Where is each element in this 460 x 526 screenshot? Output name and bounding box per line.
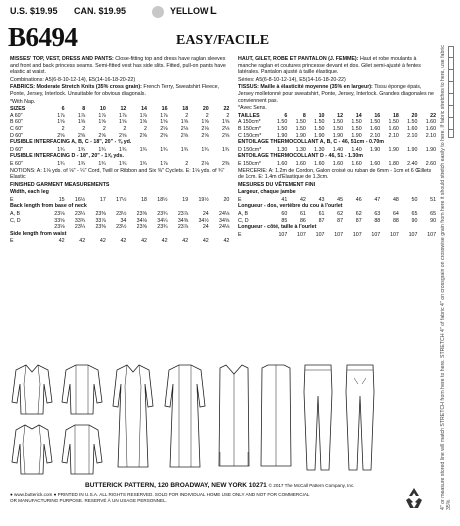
us-price: U.S. $19.95 [10, 6, 58, 16]
yardage-table [10, 113, 230, 139]
series-fr: Séries: A5(6-8-10-12-14), E5(14-16-18-20-22) [238, 76, 346, 83]
finished-title: FINISHED GARMENT MEASUREMENTS [10, 181, 110, 188]
yardage-e-row-fr [238, 161, 436, 168]
measure-row: 23⅛ 23¼ 23⅜ 23½ 23⅝ 23¾ 23⅞ 24 24⅛ [54, 224, 230, 231]
yardage-row: E 60" 1¾ 1¾ 1¾ 1¾ 1¾ 1⅞ 2 2⅛ 2⅜ [10, 160, 230, 167]
measure-row: A, B 23⅛ 23¼ 23⅜ 23½ 23⅝ 23¾ 23⅞ 24 24⅛ [10, 211, 230, 218]
yardage-table-fr [238, 119, 436, 139]
finished-title-fr: MESURES DU VÊTEMENT FINI [238, 181, 316, 188]
color-swatch [152, 6, 164, 18]
combinations: Combinations: A5(6-8-10-12-14), E5(14-16-18-20-22) [10, 76, 136, 83]
yardage-row: A 150cm* 1.50 1.50 1.50 1.50 1.50 1.50 1.50 1.50 1.60 [238, 119, 437, 126]
interfacing-abc: FUSIBLE INTERFACING A, B, C - 18", 20" - ⅜ yd. [10, 139, 132, 146]
size-cell: 22 [223, 106, 230, 113]
side-length-label-fr: Longueur - côté, taille à l'ourlet [238, 224, 317, 231]
dress-front-drawing [110, 362, 156, 472]
yardage-row: D 150cm* 1.30 1.30 1.30 1.40 1.40 1.90 1.90 1.90 1.90 [238, 146, 437, 153]
vest-front-drawing [216, 362, 252, 472]
top-variation-back-drawing [60, 422, 104, 478]
yardage-row: D 60" 2⅝ 2⅝ 2⅝ 2⅝ 2⅝ 2⅝ 2⅝ 2⅝ 2⅝ [10, 132, 230, 139]
size-cell: 20 [202, 106, 209, 113]
legal-text: ● www.butterick.com ● PRINTED IN U.S.A. ALL RIGHTS RESERVED. SOLD FOR INDIVIDUAL HOME USE ONLY AND NOT FOR COMMERCIAL OR MANUFACTURING PURPOSE. RESERVÉ À UN USAGE PERSONNEL. [10, 492, 310, 504]
color-letter: L [210, 5, 217, 17]
french-column [238, 56, 436, 238]
yardage-d-row [10, 147, 230, 154]
width-label: Width, each leg [10, 189, 49, 196]
can-price: CAN. $19.95 [74, 6, 127, 16]
vest-back-drawing [258, 362, 294, 472]
sizes-row-fr: TAILLES 6 8 10 12 14 16 18 20 22 [238, 112, 437, 119]
size-cell: 16 [374, 112, 381, 119]
pants-front-drawing [302, 362, 334, 474]
stretch-gauge [438, 40, 458, 510]
size-cell: 20 [411, 112, 418, 119]
width-row-fr [238, 197, 436, 204]
size-cell: 8 [82, 106, 86, 113]
size-cell: 16 [161, 106, 168, 113]
entoilage-d: ENTOILAGE THERMOCOLLANT D - 46, 51 - 1.30m [238, 153, 363, 160]
nap-note-fr: *Avec Sens. [238, 105, 267, 112]
nap-note: *With Nap. [10, 98, 36, 105]
measure-row: E 107 107 107 107 107 107 107 107 107 [238, 231, 437, 238]
difficulty-label: EASY/FACILE [176, 33, 270, 48]
back-length-label: Back length from base of neck [10, 203, 87, 210]
sizes-row: SIZES 6 8 10 12 14 16 18 20 22 [10, 106, 230, 113]
top-front-drawing [10, 362, 54, 418]
size-cell: 14 [355, 112, 362, 119]
interfacing-d: FUSIBLE INTERFACING D - 18", 20" - 1⅝ yds. [10, 153, 124, 160]
back-length-rows-fr [238, 211, 436, 224]
size-cell: 6 [284, 112, 288, 119]
measure-row: E 15 16½ 17 17½ 18 18½ 19 19½ 20 [10, 196, 230, 203]
yardage-row: A 60" 1⅞ 1⅞ 1⅞ 1⅞ 1⅞ 1⅞ 2 2 2 [10, 112, 230, 119]
recycle-icon [402, 486, 426, 510]
width-row [10, 197, 230, 204]
measure-row: E 41 42 43 45 46 47 48 50 51 [238, 196, 437, 203]
side-length-row [10, 238, 230, 245]
fabrics-fr: TISSUS: Maille à élasticité moyenne (35% en largeur): Tissu éponge épais, Jersey molletonné pour sweatshirt, Ponte, Jersey, Interlock. Grandes diagonales ne conviennent pas. [238, 84, 434, 104]
size-cell: 22 [430, 112, 437, 119]
yardage-e-row [10, 161, 230, 168]
dress-back-drawing [162, 362, 208, 472]
measure-row: A, B 60 61 61 62 62 63 64 65 65 [238, 211, 437, 218]
description: MISSES' TOP, VEST, DRESS AND PANTS: Close-fitting top and dress have raglan sleeves and front and back princess seams. Semi-fitted vest has side slits. Fitted, pull-on pants have elastic at waist. [10, 56, 226, 76]
entoilage-abc: ENTOILAGE THERMOCOLLANT A, B, C - 46, 51cm - 0.70m [238, 139, 384, 146]
yardage-row: D 60" 1¾ 1¾ 1¾ 1¾ 1¾ 1¾ 1¾ 1¾ 1¾ [10, 146, 230, 153]
size-cell: 10 [99, 106, 106, 113]
mercerie: MERCERIE: A: 1.2m de Cordon, Galon croisé ou ruban de 6mm - 1cm et 6 Œillets de 1cm. E: 1.4m d'Élastique de 1.3cm. [238, 167, 432, 181]
width-label-fr: Largeur, chaque jambe [238, 189, 296, 196]
description-fr: HAUT, GILET, ROBE ET PANTALON (J. FEMME): Haut et robe moulants à manche raglan et coutures princesse devant et dos. Gilet semi-ajusté à fentes latérales. Pantalon ajusté à taille élastique. [238, 56, 421, 76]
back-length-label-fr: Longueur - dos, vertèbre du cou à l'ourlet [238, 203, 343, 210]
technical-drawings [10, 362, 435, 480]
yardage-d-row-fr [238, 147, 436, 154]
yardage-row: C 150cm* 1.90 1.90 1.90 1.90 1.90 2.10 2.10 2.10 2.10 [238, 132, 437, 139]
price-bar [10, 6, 310, 20]
size-cell: 12 [337, 112, 344, 119]
pattern-number: B6494 [8, 22, 78, 52]
top-back-drawing [60, 362, 104, 418]
color-name: YELLOW [170, 6, 209, 16]
size-cell: 10 [318, 112, 325, 119]
pants-back-drawing [344, 362, 376, 474]
size-cell: 14 [141, 106, 147, 113]
measure-row: C, D 33⅝ 33¾ 33⅞ 34 34⅛ 34¼ 34⅜ 34½ 34⅝ [10, 217, 230, 224]
size-cell: 8 [302, 112, 306, 119]
english-column [10, 56, 230, 245]
side-length-row-fr [238, 232, 436, 239]
measure-row: E 42 42 42 42 42 42 42 42 42 [10, 238, 230, 245]
size-cell: 18 [182, 106, 189, 113]
yardage-row: B 60" 1⅝ 1⅝ 1⅝ 1⅝ 1⅝ 1⅝ 1⅝ 1⅝ 1⅝ [10, 119, 230, 126]
yardage-row: E 150cm* 1.60 1.60 1.60 1.60 1.60 1.60 1.80 2.40 2.60 [238, 160, 437, 167]
company-line: BUTTERICK PATTERN, 120 BROADWAY, NEW YORK 10271 © 2017 The McCall Pattern Company, Inc. [85, 482, 355, 489]
yardage-row: B 150cm* 1.50 1.50 1.50 1.50 1.50 1.60 1.60 1.60 1.60 [238, 125, 437, 132]
size-cell: 18 [392, 112, 399, 119]
notions: NOTIONS: A: 1⅛ yds. of ⅛" - ¼" Cord, Twill or Ribbon and Six ⅜" Cyclets. E: 1⅛ yds. of ¾" Elastic [10, 167, 225, 181]
yardage-row: C 60" 2 2 2 2 2 2⅛ 2⅛ 2⅛ 2⅛ [10, 125, 230, 132]
back-length-rows [10, 211, 230, 231]
top-variation-front-drawing [10, 422, 54, 478]
stretch-gauge-text: 4" or measure stored line will match STRETCH from here to here. STRETCH 4" of fabric 4" on crossgrain on crosswise grain from here it should stretch easily to here. If fabric stretches to here, use fabric 35% [440, 45, 452, 510]
fabrics: FABRICS: Moderate Stretch Knits (35% cross grain): French Terry, Sweatshirt Fleece, Ponte, Jersey, Interlock. Unsuitable for obvious diagonals. [10, 84, 220, 97]
size-cell: 12 [120, 106, 127, 113]
measure-row: C, D 85 86 87 87 87 88 88 90 90 [238, 217, 437, 224]
size-cell: 6 [61, 106, 65, 113]
side-length-label: Side length from waist [10, 230, 67, 237]
